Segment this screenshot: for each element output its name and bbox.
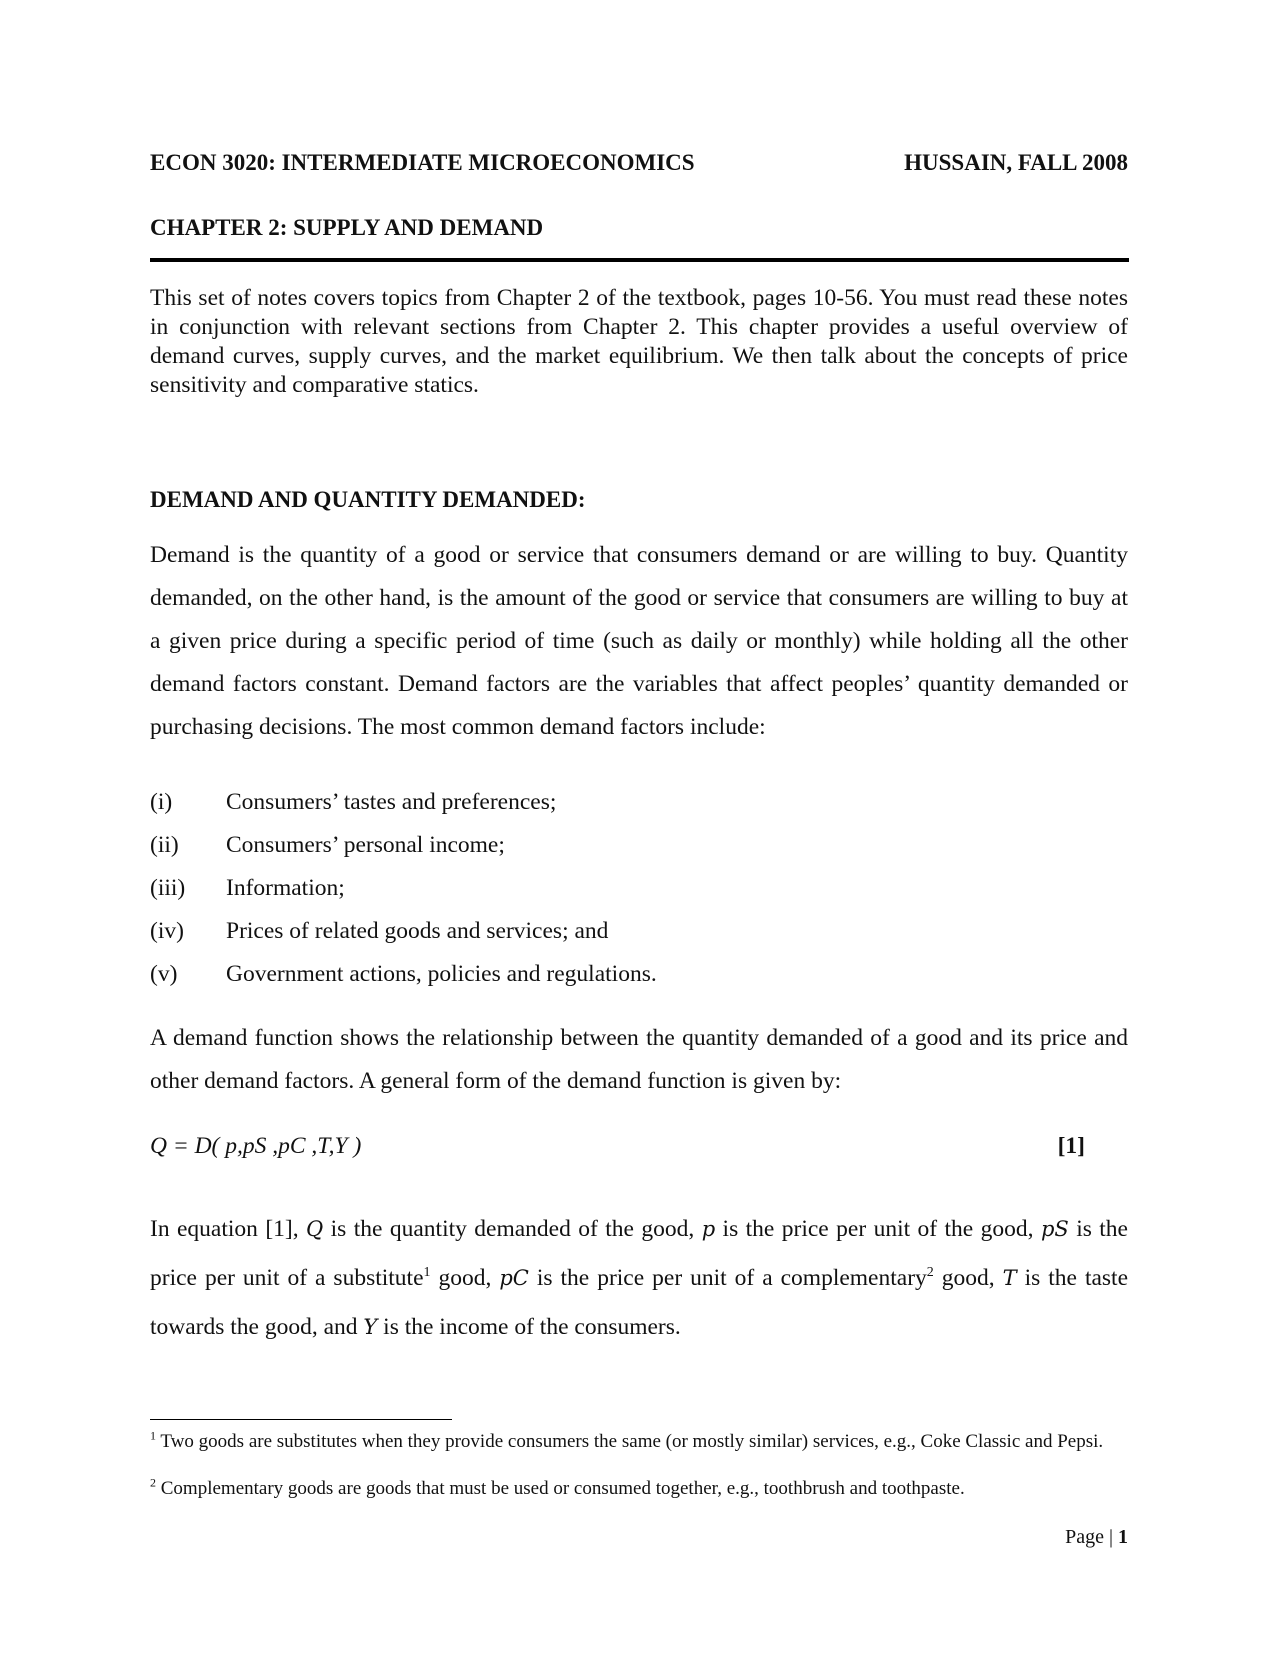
list-item: (i) Consumers’ tastes and preferences;: [150, 789, 557, 815]
page-number: Page | 1: [1065, 1526, 1128, 1548]
footnote-separator: [150, 1419, 452, 1420]
list-item: (iv) Prices of related goods and services; and: [150, 918, 609, 944]
equation-formula: Q = D( p,pS ,pC ,T,Y ): [150, 1133, 362, 1159]
course-title: ECON 3020: INTERMEDIATE MICROECONOMICS: [150, 150, 695, 175]
equation-explanation-paragraph: In equation [1], Q is the quantity demanded of the good, p is the price per unit of the good, pS is the price per unit of a substitute$^1$ good, pC is the price per unit of a complementary$^2$ good, T is the taste towards the good, and Y is the income of the consumers.: [150, 1216, 1129, 1340]
demand-function-paragraph: A demand function shows the relationship between the quantity demanded of a good and its price and other demand factors. A general form of the demand function is given by:: [150, 1025, 1128, 1094]
list-item: (ii) Consumers’ personal income;: [150, 832, 505, 858]
list-item: (v) Government actions, policies and regulations.: [150, 961, 657, 987]
footnote-1: $^1$ Two goods are substitutes when they provide consumers the same (or mostly similar) services, e.g., Coke Classic and Pepsi.: [150, 1428, 1104, 1452]
demand-definition-paragraph: Demand is the quantity of a good or service that consumers demand or are willing to buy. Quantity demanded, on the other hand, is the amount of the good or service that consumers are willing to buy at a given price during a specific period of time (such as daily or monthly) while holding all the other demand factors constant. Demand factors are the variables that affect peoples’ quantity demanded or purchasing decisions. The most common demand factors include:: [150, 542, 1128, 740]
instructor-term: HUSSAIN, FALL 2008: [904, 150, 1128, 175]
section-heading: DEMAND AND QUANTITY DEMANDED:: [150, 487, 586, 512]
footnote-2: $^2$ Complementary goods are goods that must be used or consumed together, e.g., toothbrush and toothpaste.: [150, 1475, 965, 1499]
intro-paragraph: This set of notes covers topics from Chapter 2 of the textbook, pages 10-56. You must read these notes in conjunction with relevant sections from Chapter 2. This chapter provides a useful overview of demand curves, supply curves, and the market equilibrium. We then talk about the concepts of price sensitivity and comparative statics.: [150, 285, 1128, 398]
header-rule: [150, 258, 1129, 262]
list-item: (iii) Information;: [150, 875, 345, 901]
page-header: [150, 150, 1128, 176]
chapter-title: CHAPTER 2: SUPPLY AND DEMAND: [150, 215, 544, 240]
demand-factors-list: [150, 781, 1128, 996]
footnote-ref: 2: [926, 1265, 934, 1281]
footnote-ref: 1: [423, 1265, 431, 1281]
equation-number: [1]: [1057, 1133, 1085, 1159]
demand-equation: [150, 1133, 1085, 1160]
